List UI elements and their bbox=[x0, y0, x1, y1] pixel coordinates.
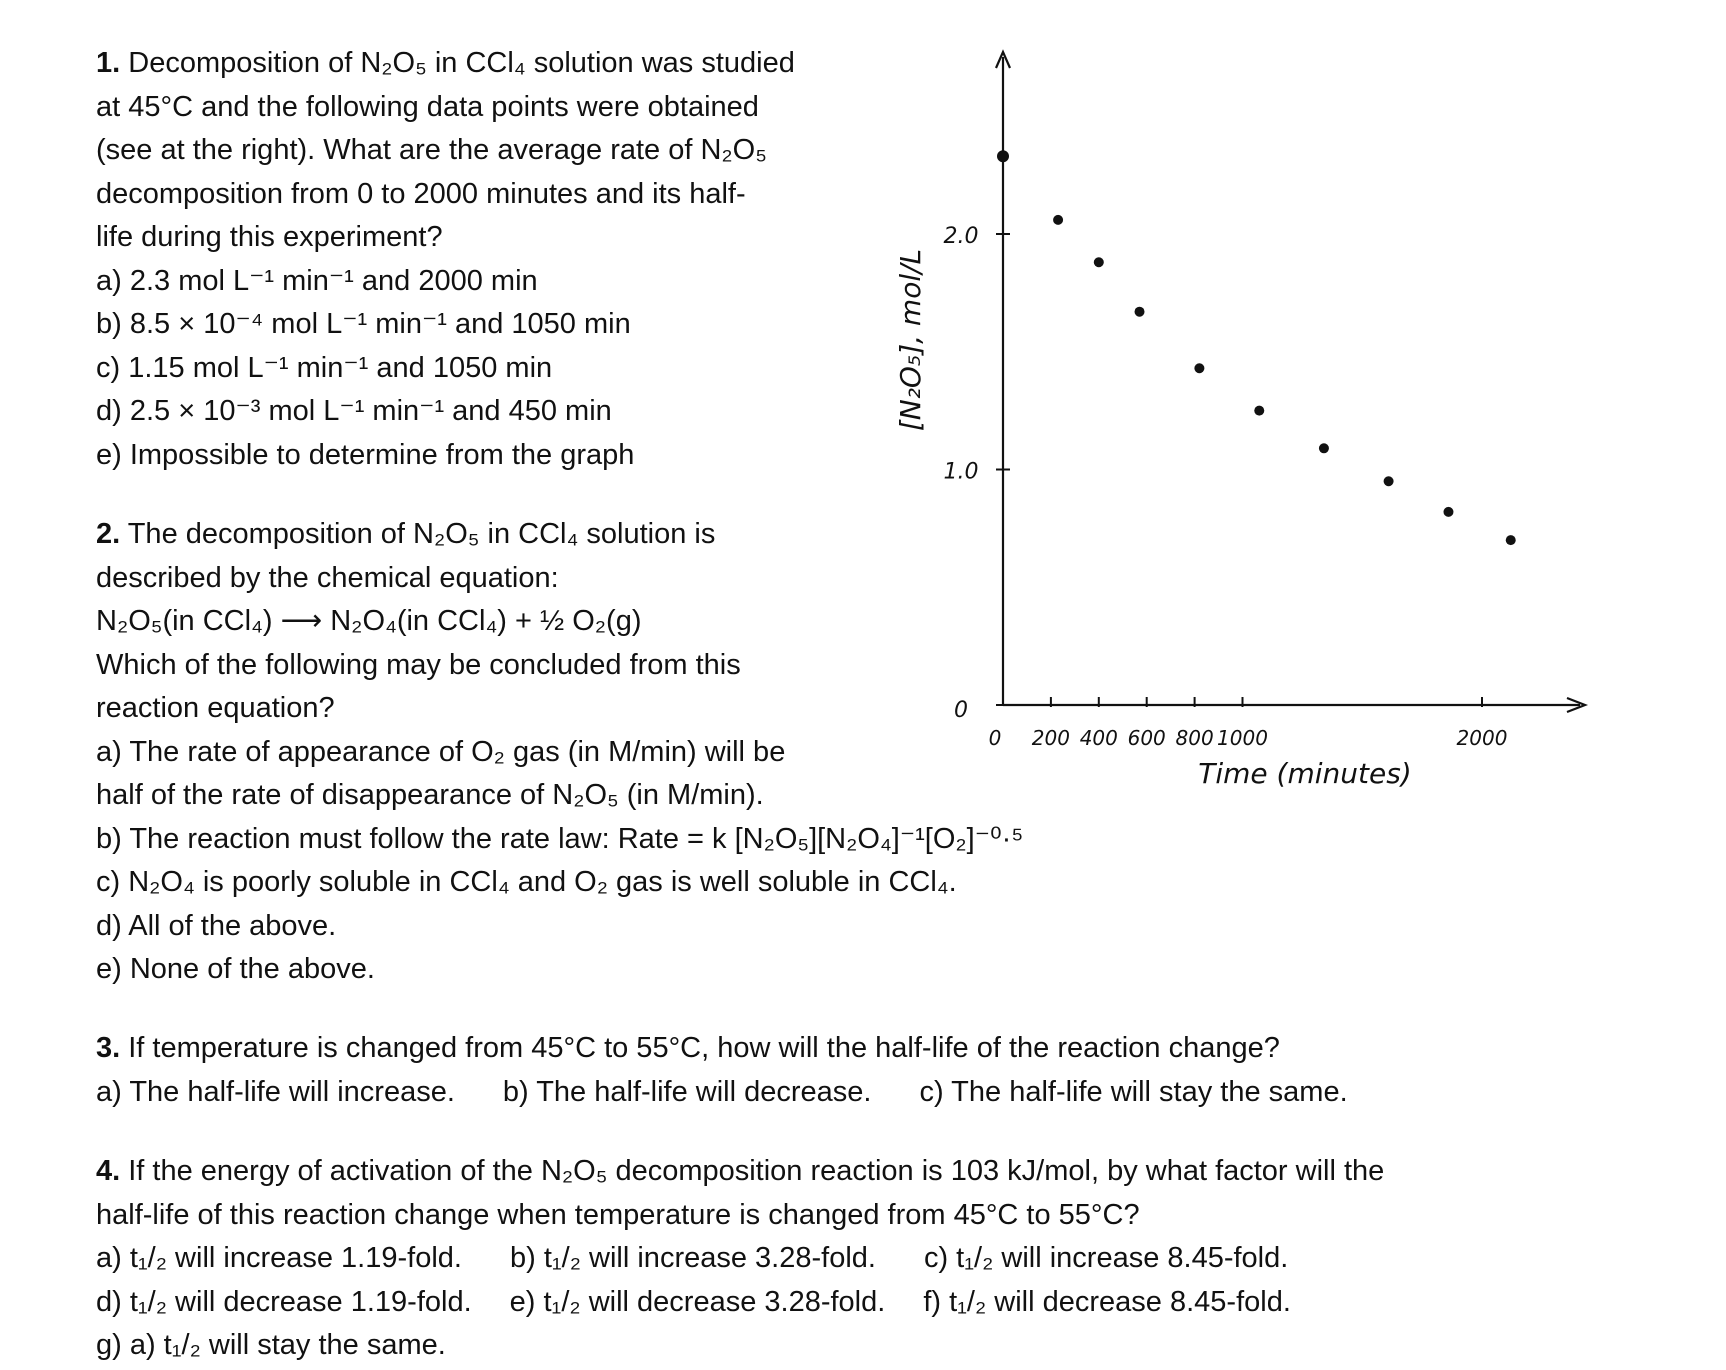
x-tick-label: 0 bbox=[988, 726, 1002, 750]
x-tick-label: 1000 bbox=[1217, 726, 1268, 750]
x-tick-label: 800 bbox=[1175, 726, 1214, 750]
q3-stem: 3. If temperature is changed from 45°C to 55°C, how will the half-life of the reaction change? bbox=[96, 1032, 1280, 1064]
question-1 bbox=[96, 42, 795, 477]
q1-stem-line-1: 1. Decomposition of N₂O₅ in CCl₄ solution was studied bbox=[96, 47, 795, 79]
x-tick-label: 200 bbox=[1031, 726, 1070, 750]
x-tick-label: 600 bbox=[1127, 726, 1166, 750]
x-tick-label: 2000 bbox=[1456, 726, 1508, 750]
data-point bbox=[1319, 443, 1329, 453]
q3-number: 3. bbox=[96, 1032, 121, 1064]
question-4 bbox=[96, 1150, 1384, 1368]
q4-options-row-1 bbox=[96, 1237, 1384, 1281]
q2-stem-line-2: described by the chemical equation: bbox=[96, 561, 559, 594]
data-point bbox=[1254, 406, 1264, 416]
q3-option-a: a) The half-life will increase. bbox=[96, 1075, 455, 1108]
q4-option-b: b) t₁/₂ will increase 3.28-fold. bbox=[509, 1242, 876, 1274]
q1-option-d: d) 2.5 × 10⁻³ mol L⁻¹ min⁻¹ and 450 min bbox=[96, 395, 612, 427]
data-point bbox=[1443, 507, 1453, 517]
q1-option-c: c) 1.15 mol L⁻¹ min⁻¹ and 1050 min bbox=[96, 351, 553, 384]
q2-stem-line-4: Which of the following may be concluded from this bbox=[96, 648, 741, 681]
q1-number: 1. bbox=[96, 47, 121, 79]
data-point bbox=[997, 150, 1009, 162]
q1-option-e: e) Impossible to determine from the graph bbox=[96, 438, 635, 471]
q2-equation: N₂O₅(in CCl₄) ⟶ N₂O₄(in CCl₄) + ½ O₂(g) bbox=[96, 605, 642, 637]
q2-option-b: b) The reaction must follow the rate law: Rate = k [N₂O₅][N₂O₄]⁻¹[O₂]⁻⁰·⁵ bbox=[96, 822, 1024, 855]
q2-number: 2. bbox=[96, 518, 121, 550]
q4-option-f: f) t₁/₂ will decrease 8.45-fold. bbox=[923, 1285, 1291, 1318]
data-point bbox=[1194, 363, 1204, 373]
q2-option-c: c) N₂O₄ is poorly soluble in CCl₄ and O₂ gas is well soluble in CCl₄. bbox=[96, 866, 957, 898]
q1-stem-line-4: decomposition from 0 to 2000 minutes and its half- bbox=[96, 177, 746, 210]
q2-stem-line-5: reaction equation? bbox=[96, 692, 335, 724]
y-tick-label: 2.0 bbox=[943, 224, 979, 249]
q2-option-a-line-1: a) The rate of appearance of O₂ gas (in M/min) will be bbox=[96, 735, 786, 768]
q2-option-a-line-2: half of the rate of disappearance of N₂O₅ (in M/min). bbox=[96, 779, 764, 811]
q1-stem-line-3: (see at the right). What are the average rate of N₂O₅ bbox=[96, 134, 767, 166]
q2-stem-line-1: 2. The decomposition of N₂O₅ in CCl₄ solution is bbox=[96, 518, 716, 550]
q4-option-c: c) t₁/₂ will increase 8.45-fold. bbox=[923, 1242, 1289, 1274]
q2-option-e: e) None of the above. bbox=[96, 953, 375, 985]
q4-option-d: d) t₁/₂ will decrease 1.19-fold. bbox=[96, 1285, 472, 1318]
q4-option-g: g) a) t₁/₂ will stay the same. bbox=[96, 1329, 446, 1361]
data-point bbox=[1094, 257, 1104, 267]
data-point bbox=[1135, 307, 1145, 317]
q3-option-b: b) The half-life will decrease. bbox=[502, 1075, 872, 1108]
x-axis bbox=[1003, 698, 1585, 712]
q4-number: 4. bbox=[96, 1155, 121, 1187]
x-axis-label: Time (minutes) bbox=[1198, 757, 1412, 790]
x-tick-label: 400 bbox=[1079, 726, 1118, 750]
data-point bbox=[1053, 215, 1063, 225]
y-axis-label: [N₂O₅], mol/L bbox=[894, 248, 927, 432]
q4-stem-line-2: half-life of this reaction change when temperature is changed from 45°C to 55°C? bbox=[96, 1198, 1140, 1231]
q1-stem-line-5: life during this experiment? bbox=[96, 221, 443, 253]
data-point bbox=[1506, 535, 1516, 545]
question-3 bbox=[96, 1027, 1348, 1114]
q1-stem-line-2: at 45°C and the following data points were obtained bbox=[96, 90, 759, 123]
concentration-time-chart bbox=[840, 40, 1600, 800]
q4-options-row-2 bbox=[96, 1281, 1384, 1325]
y-axis bbox=[996, 52, 1010, 705]
q1-option-a: a) 2.3 mol L⁻¹ min⁻¹ and 2000 min bbox=[96, 264, 538, 297]
q3-options-row bbox=[96, 1071, 1348, 1115]
q1-option-b: b) 8.5 × 10⁻⁴ mol L⁻¹ min⁻¹ and 1050 min bbox=[96, 308, 631, 340]
q4-option-e: e) t₁/₂ will decrease 3.28-fold. bbox=[509, 1285, 886, 1318]
q2-option-d: d) All of the above. bbox=[96, 909, 337, 942]
y-tick-label: 1.0 bbox=[943, 459, 979, 485]
q4-option-a: a) t₁/₂ will increase 1.19-fold. bbox=[96, 1242, 462, 1274]
q4-stem-line-1: 4. If the energy of activation of the N₂O₅ decomposition reaction is 103 kJ/mol, by what factor will the bbox=[96, 1155, 1385, 1187]
y-tick-label: 0 bbox=[954, 698, 968, 723]
data-point bbox=[1384, 476, 1394, 486]
q3-option-c: c) The half-life will stay the same. bbox=[919, 1075, 1348, 1108]
